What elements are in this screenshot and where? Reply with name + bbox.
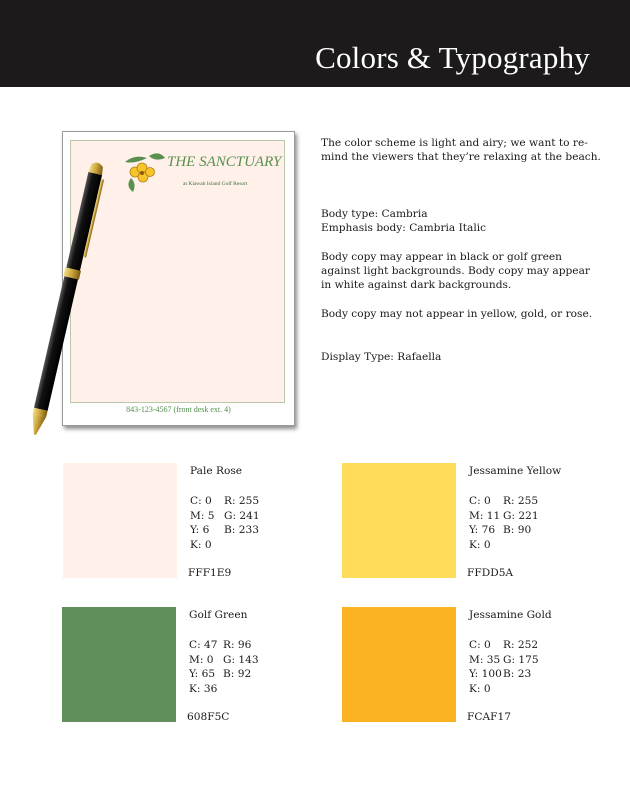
description-line-2: mind the viewers that they’re relaxing at the beach.: [321, 151, 601, 163]
swatch-jessamine-yellow: [342, 463, 456, 578]
swatch-hex: FFF1E9: [188, 567, 232, 579]
swatch-hex: FFDD5A: [467, 567, 514, 579]
display-type: Display Type: Rafaella: [321, 351, 442, 363]
logo-subtitle: at Kiawah Island Golf Resort: [183, 181, 248, 187]
letterhead-phone: 843-123-4567 (front desk ext. 4): [126, 405, 231, 414]
emphasis-body: Emphasis body: Cambria Italic: [321, 222, 487, 234]
description-line-1: The color scheme is light and airy; we want to re-: [321, 137, 588, 149]
swatch-name: Pale Rose: [190, 465, 243, 477]
swatch-values: C: 0 R: 255 M: 5 G: 241 Y: 6 B: 233 K: 0: [190, 495, 260, 551]
body-copy-restriction: Body copy may not appear in yellow, gold, or rose.: [321, 308, 593, 320]
swatch-values: C: 47 R: 96 M: 0 G: 143 Y: 65 B: 92 K: 36: [189, 639, 259, 695]
swatch-name: Jessamine Gold: [469, 609, 552, 621]
swatch-hex: FCAF17: [467, 711, 511, 723]
swatch-hex: 608F5C: [187, 711, 230, 723]
swatch-values: C: 0 R: 252 M: 35 G: 175 Y: 100 B: 23 K: 0: [469, 639, 539, 695]
body-copy-line-3: in white against dark backgrounds.: [321, 279, 512, 291]
page-header: [0, 0, 630, 87]
logo-title: THE SANCTUARY: [167, 154, 282, 170]
body-type: Body type: Cambria: [321, 208, 428, 220]
pen-icon: [20, 150, 110, 450]
body-copy-line-2: against light backgrounds. Body copy may appear: [321, 265, 590, 277]
swatch-name: Golf Green: [189, 609, 248, 621]
swatch-jessamine-gold: [342, 607, 456, 722]
jessamine-flower-icon: [121, 148, 167, 194]
page-title: Colors & Typography: [315, 40, 590, 75]
swatch-values: C: 0 R: 255 M: 11 G: 221 Y: 76 B: 90 K: 0: [469, 495, 539, 551]
sanctuary-logo: [121, 148, 282, 194]
swatch-golf-green: [62, 607, 176, 722]
body-copy-line-1: Body copy may appear in black or golf green: [321, 251, 562, 263]
swatch-pale-rose: [63, 463, 177, 578]
swatch-name: Jessamine Yellow: [469, 465, 562, 477]
